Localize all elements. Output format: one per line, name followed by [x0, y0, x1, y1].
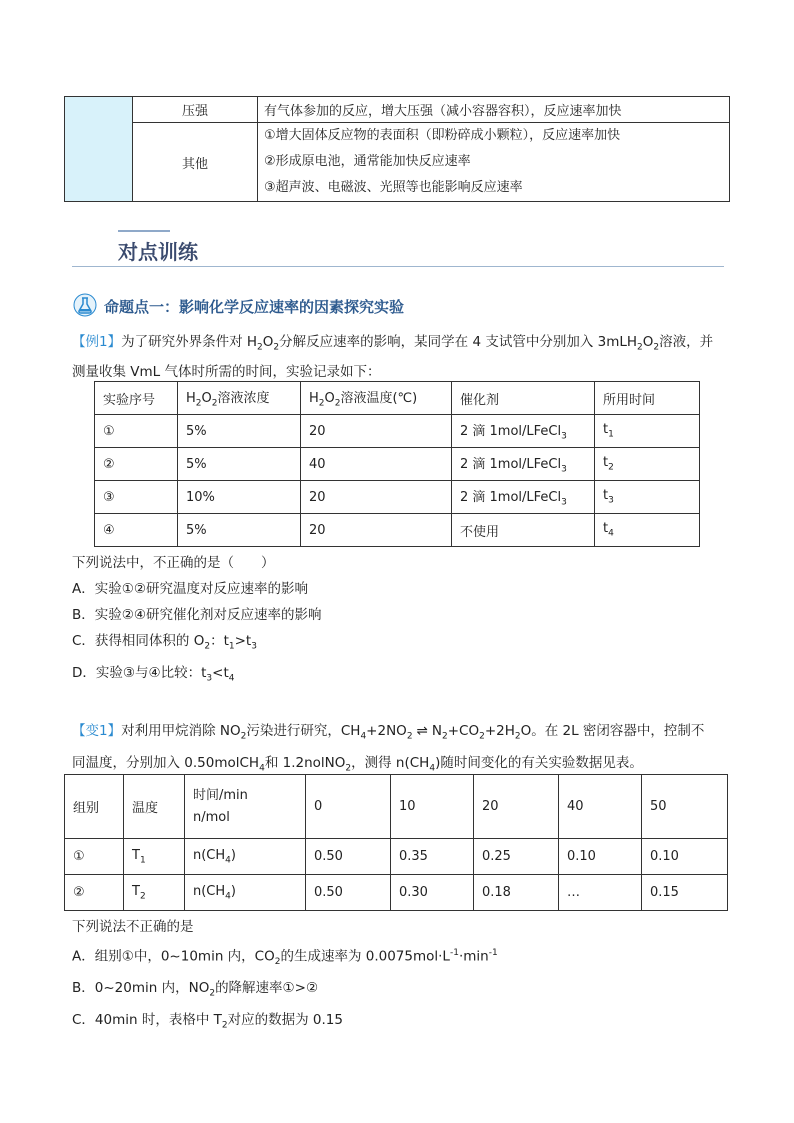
section-divider	[72, 266, 724, 267]
example1-question-block	[72, 550, 732, 691]
ex1-header-cat: 催化剂	[452, 382, 595, 415]
section-title: 对点训练	[118, 240, 198, 264]
other-item-3: ③超声波、电磁波、光照等也能影响反应速率	[264, 180, 523, 195]
table-row: ② $T_2$ $n(CH_4)$ 0.50 0.30 0.18 … 0.15	[65, 875, 728, 911]
example1-option-a[interactable]: A．实验①②研究温度对反应速率的影响	[72, 581, 308, 597]
variant1-question-block	[72, 914, 732, 1039]
variant1-tag: 【变1】	[72, 723, 122, 739]
table-row: ② 5% 40 2 滴 1mol/LFeCl$_3$ $t_2$	[95, 448, 700, 481]
equilibrium-arrow-icon: ⇌	[416, 723, 428, 739]
variant1-question: 下列说法不正确的是	[72, 919, 194, 935]
flask-icon	[72, 292, 98, 318]
table-row: ④ 5% 20 不使用 $t_4$	[95, 514, 700, 547]
example1-question: 下列说法中，不正确的是（ ）	[72, 555, 275, 571]
example1-tag: 【例1】	[72, 334, 122, 350]
example1-intro: 【例1】为了研究外界条件对 $H_2O_2$分解反应速率的影响，某同学在 4 支试管中分别加入 $3mLH_2O_2$溶液，并 测量收集 VmL 气体时所需的时间，实验记录如下：	[72, 334, 714, 380]
table-row: ① $T_1$ $n(CH_4)$ 0.50 0.35 0.25 0.10 0.10	[65, 839, 728, 875]
example1-table	[94, 381, 700, 547]
ex1-header-id: 实验序号	[95, 382, 178, 415]
variant1-intro: 【变1】对利用甲烷消除 $NO_2$污染进行研究，$CH_4+2NO_2$ ⇌ $N_2+CO_2+2H_2O$。在 2L 密闭容器中，控制不 同温度，分别加入 0.50molCH$_4$和 1.2nolNO$_2$，测得 $n(CH_4)$随时间变化的有关实验数据见表。	[72, 723, 705, 774]
topic-label: 命题点一：影响化学反应速率的因素探究实验	[104, 298, 405, 316]
factor-pressure: 压强	[133, 97, 258, 123]
other-desc	[258, 123, 730, 202]
factor-other: 其他	[133, 123, 258, 202]
factors-table	[64, 96, 730, 202]
pressure-desc: 有气体参加的反应，增大压强（减小容器容积），反应速率加快	[258, 97, 730, 123]
table-row: ③ 10% 20 2 滴 1mol/LFeCl$_3$ $t_3$	[95, 481, 700, 514]
other-item-2: ②形成原电池，通常能加快反应速率	[264, 154, 471, 169]
example1-option-d[interactable]: D．实验③与④比较：$t_3<t_4$	[72, 664, 235, 684]
example1-option-b[interactable]: B．实验②④研究催化剂对反应速率的影响	[72, 607, 322, 623]
blank-blue-cell	[65, 97, 133, 202]
table-row: ① 5% 20 2 滴 1mol/LFeCl$_3$ $t_1$	[95, 415, 700, 448]
variant1-option-b[interactable]: B．0~20min 内，$NO_2$的降解速率①>②	[72, 980, 319, 999]
other-item-1: ①增大固体反应物的表面积（即粉碎成小颗粒），反应速率加快	[264, 128, 621, 143]
ex1-header-temp: $H_2O_2$溶液温度(℃)	[301, 382, 452, 415]
section-accent-line	[118, 230, 170, 232]
ex1-header-time: 所用时间	[595, 382, 700, 415]
variant1-table: 组别 温度 时间/min n/mol 0 10 20 40 50 ① $T_1$ $n(CH_4)$ 0.50 0.35 0.25 0.10 0.10 ② $T_2$ $n(CH_4)$ 0.50 0.30 0.18 … 0.15	[64, 774, 728, 911]
variant1-option-a[interactable]: A．组别①中，0~10min 内，$CO_2$的生成速率为 $0.0075mol\cdot L^{-1}\cdot\min^{-1}$	[72, 948, 498, 968]
variant1-option-c[interactable]: C．40min 时，表格中 $T_2$对应的数据为 0.15	[72, 1011, 343, 1031]
example1-option-c[interactable]: C．获得相同体积的 $O_2$：$t_1>t_3$	[72, 633, 257, 652]
ex1-header-conc: $H_2O_2$溶液浓度	[178, 382, 301, 415]
